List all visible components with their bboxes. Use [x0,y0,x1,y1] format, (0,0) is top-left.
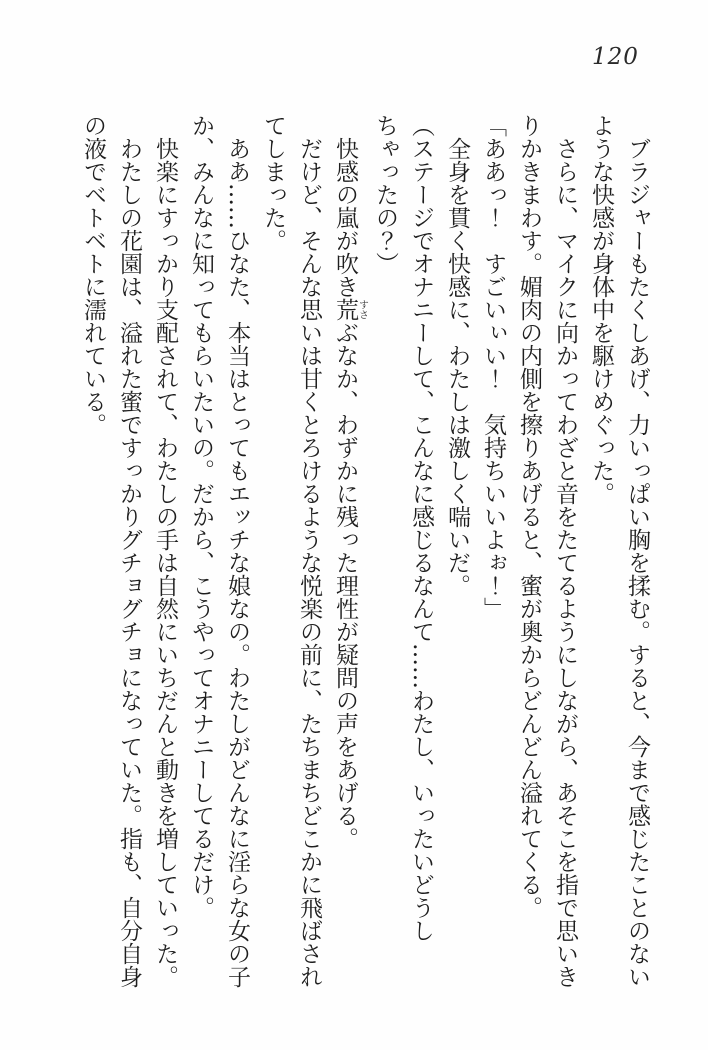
page-number: 120 [592,44,639,70]
paragraph: だけど、そんな思いは甘くとろけるような悦楽の前に、たちまちどこかに飛ばされてしまった。 [260,114,322,988]
paragraph: 全身を貫く快感に、わたしは激しく喘いだ。 [444,137,470,597]
paragraph: ああ……ひなた、本当はとってもエッチな娘なの。わたしがどんなに淫らな女の子か、みんなに知ってもらいたいの。だから、こうやってオナニーしてるだけ。 [188,114,250,988]
paragraph: （ステージでオナニーして、こんなに感じるなんて……わたし、いったいどうしちゃったの？） [372,114,434,942]
paragraph: わたしの花園は、溢れた蜜ですっかりグチョグチョになっていた。指も、自分自身の液でベトベトに濡れている。 [80,114,142,988]
paragraph: 「ああっ！ すごいぃい！ 気持ちいいよぉ！」 [480,114,506,620]
paragraph: さらに、マイクに向かってわざと音をたてるようにしながら、あそこを指で思いきりかきまわす。媚肉の内側を擦りあげると、蜜が奥からどんどん溢れてくる。 [516,114,578,988]
furigana-ruby: 荒すさ [332,298,368,321]
paragraph: ブラジャーもたくしあげ、力いっぱい胸を揉む。すると、今まで感じたことのないような快感が身体中を駆けめぐった。 [588,114,650,988]
paragraph: 快楽にすっかり支配されて、わたしの手は自然にいちだんと動きを増していった。 [152,137,178,988]
paragraph: 快感の嵐が吹き荒すさぶなか、わずかに残った理性が疑問の声をあげる。 [332,137,368,850]
text-block [75,114,655,988]
